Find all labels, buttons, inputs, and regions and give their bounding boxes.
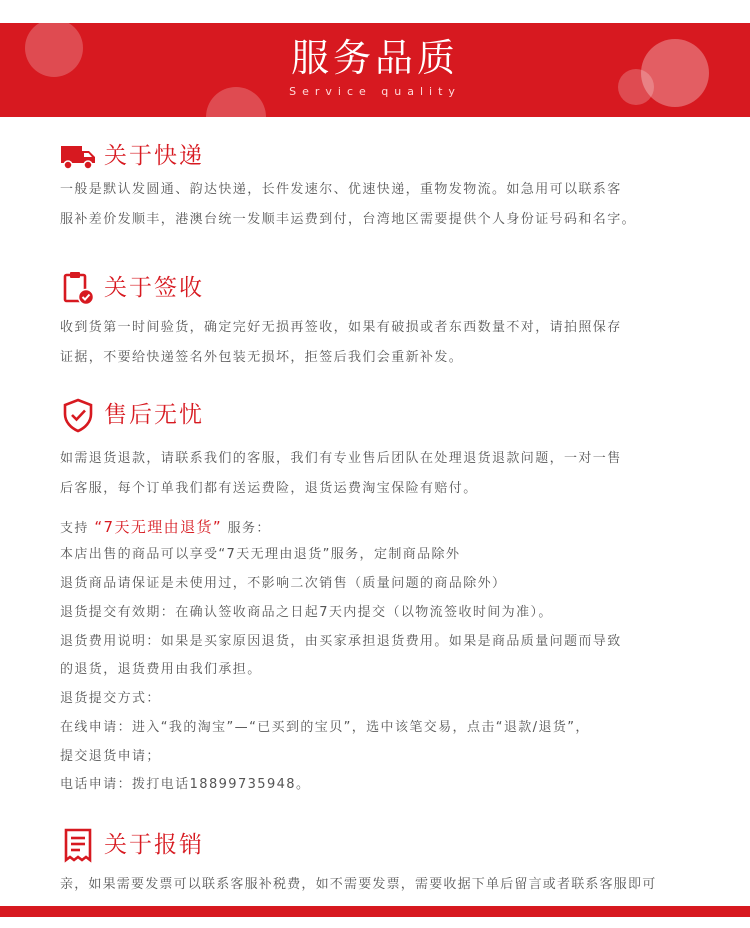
return-policy-highlight: “7天无理由退货” <box>94 518 223 536</box>
section-text-delivery <box>60 175 700 235</box>
policy-line: 的退货，退货费用由我们承担。 <box>60 662 262 677</box>
footer-bar <box>0 906 750 917</box>
text-line: 亲，如果需要发票可以联系客服补税费，如不需要发票，需要收据下单后留言或者联系客服即可 <box>60 877 657 892</box>
support-prefix: 支持 <box>60 521 89 536</box>
text-line: 如需退货退款，请联系我们的客服，我们有专业售后团队在处理退货退款问题，一对一售 <box>60 451 622 466</box>
policy-line: 退货商品请保证是未使用过，不影响二次销售（质量问题的商品除外） <box>60 576 507 591</box>
section-text-invoice <box>60 870 740 900</box>
section-text-after-sales <box>60 444 700 504</box>
policy-line: 退货提交方式： <box>60 691 161 706</box>
section-title: 关于报销 <box>104 832 204 858</box>
text-line: 一般是默认发圆通、韵达快递，长件发速尔、优速快递，重物发物流。如急用可以联系客 <box>60 182 622 197</box>
return-policy-heading <box>60 517 271 539</box>
section-title: 关于签收 <box>104 275 204 301</box>
text-line: 后客服，每个订单我们都有送运费险，退货运费淘宝保险有赔付。 <box>60 481 478 496</box>
section-title: 关于快递 <box>104 143 204 169</box>
text-line: 服补差价发顺丰，港澳台统一发顺丰运费到付，台湾地区需要提供个人身份证号码和名字。 <box>60 212 637 227</box>
header-banner <box>0 23 750 117</box>
policy-line: 提交退货申请； <box>60 749 161 764</box>
policy-line: 本店出售的商品可以享受“7天无理由退货”服务，定制商品除外 <box>60 547 461 562</box>
policy-line: 在线申请：进入“我的淘宝”—“已买到的宝贝”，选中该笔交易，点击“退款/退货”， <box>60 720 590 735</box>
clipboard-check-icon <box>60 270 96 306</box>
section-title: 售后无忧 <box>104 402 204 428</box>
truck-icon <box>60 138 96 174</box>
shield-check-icon <box>60 397 96 433</box>
page-subtitle: Service quality <box>289 85 461 98</box>
receipt-icon <box>60 827 96 863</box>
text-line: 证据，不要给快递签名外包装无损坏，拒签后我们会重新补发。 <box>60 350 464 365</box>
policy-line: 退货费用说明：如果是买家原因退货，由买家承担退货费用。如果是商品质量问题而导致 <box>60 634 622 649</box>
policy-line: 电话申请：拨打电话18899735948。 <box>60 777 311 792</box>
support-suffix: 服务： <box>227 521 271 536</box>
page-title: 服务品质 <box>290 36 459 80</box>
section-text-signing <box>60 313 700 373</box>
policy-line: 退货提交有效期：在确认签收商品之日起7天内提交（以物流签收时间为准）。 <box>60 605 553 620</box>
text-line: 收到货第一时间验货，确定完好无损再签收，如果有破损或者东西数量不对，请拍照保存 <box>60 320 622 335</box>
